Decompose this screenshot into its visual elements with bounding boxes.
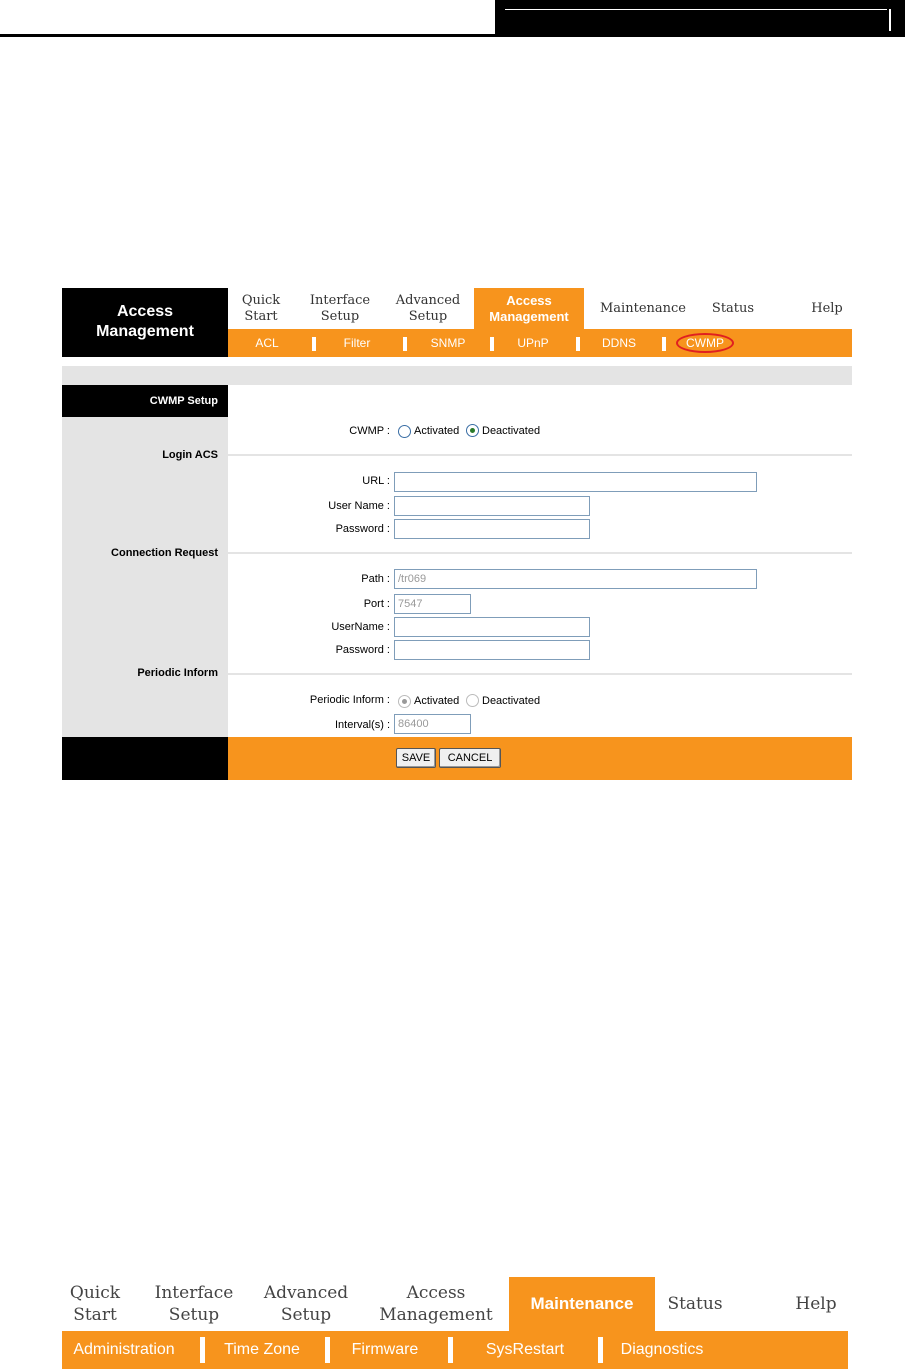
cwmp-activated-radio[interactable] — [398, 425, 411, 438]
cwmp-highlight-circle — [676, 333, 734, 353]
subnav-separator — [448, 1337, 453, 1363]
password-input[interactable] — [394, 519, 590, 539]
connection-password-label: Password : — [335, 644, 390, 656]
section-divider — [228, 454, 852, 456]
periodic-inform-label: Periodic Inform : — [309, 694, 390, 706]
subnav-acl[interactable]: ACL — [255, 336, 279, 350]
login-acs-label: Login ACS — [162, 449, 218, 461]
interval-input[interactable]: 86400 — [394, 714, 471, 734]
sub-nav — [228, 329, 852, 357]
nav-help[interactable]: Help — [811, 300, 843, 316]
port-input[interactable]: 7547 — [394, 594, 471, 614]
nav-quick-start[interactable]: Quick Start — [241, 292, 281, 324]
cwmp-deactivated-radio[interactable] — [466, 424, 479, 437]
footer-bar — [228, 737, 852, 780]
save-button[interactable]: SAVE — [396, 748, 436, 768]
nav-access-management[interactable]: Access Management — [379, 1283, 493, 1325]
document-header-rule — [0, 34, 495, 37]
nav-help[interactable]: Help — [795, 1294, 837, 1314]
periodic-activated-label: Activated — [414, 695, 460, 707]
cancel-button[interactable]: CANCEL — [439, 748, 501, 768]
subnav-sysrestart[interactable]: SysRestart — [485, 1341, 565, 1358]
header-inner-line — [505, 9, 887, 10]
cwmp-screenshot — [62, 288, 852, 780]
path-label: Path : — [361, 573, 390, 585]
url-input[interactable] — [394, 472, 757, 492]
subnav-separator — [403, 337, 407, 351]
nav-status[interactable]: Status — [711, 300, 755, 316]
maintenance-nav-screenshot — [62, 1277, 848, 1369]
nav-quick-start[interactable]: Quick Start — [69, 1283, 121, 1325]
subnav-firmware[interactable]: Firmware — [351, 1341, 419, 1358]
url-label: URL : — [362, 475, 390, 487]
interval-label: Interval(s) : — [334, 719, 390, 731]
subnav-administration[interactable]: Administration — [73, 1341, 175, 1358]
connection-username-input[interactable] — [394, 617, 590, 637]
subnav-separator — [312, 337, 316, 351]
password-label: Password : — [335, 523, 390, 535]
periodic-inform-section-label: Periodic Inform — [137, 667, 218, 679]
document-header-bar — [495, 0, 905, 37]
subnav-separator — [490, 337, 494, 351]
section-divider — [228, 552, 852, 554]
periodic-activated-radio[interactable] — [398, 695, 411, 708]
nav-advanced-setup[interactable]: Advanced Setup — [395, 292, 461, 324]
subnav-snmp[interactable]: SNMP — [430, 336, 466, 350]
subnav-cwmp[interactable]: CWMP — [686, 336, 724, 350]
gray-strip — [62, 366, 852, 385]
main-nav — [62, 1277, 848, 1331]
footer-left-block — [62, 737, 228, 780]
nav-access-management[interactable]: Access Management — [474, 288, 584, 329]
nav-maintenance[interactable]: Maintenance — [600, 300, 686, 316]
cwmp-setup-label: CWMP Setup — [62, 385, 228, 417]
subnav-separator — [200, 1337, 205, 1363]
cwmp-deactivated-label: Deactivated — [482, 425, 541, 437]
section-divider — [228, 673, 852, 675]
port-label: Port : — [363, 598, 390, 610]
nav-maintenance[interactable]: Maintenance — [509, 1277, 655, 1331]
connection-request-label: Connection Request — [111, 547, 218, 559]
subnav-upnp[interactable]: UPnP — [517, 336, 549, 350]
subnav-ddns[interactable]: DDNS — [601, 336, 636, 350]
nav-advanced-setup[interactable]: Advanced Setup — [263, 1283, 349, 1325]
subnav-filter[interactable]: Filter — [343, 336, 371, 350]
sub-nav — [62, 1331, 848, 1369]
path-input[interactable]: /tr069 — [394, 569, 757, 589]
connection-password-input[interactable] — [394, 640, 590, 660]
cwmp-label: CWMP : — [349, 425, 390, 437]
connection-username-label: UserName : — [331, 621, 390, 633]
left-panel — [62, 385, 228, 737]
main-nav — [228, 288, 852, 329]
subnav-separator — [576, 337, 580, 351]
user-name-label: User Name : — [328, 500, 390, 512]
subnav-diagnostics[interactable]: Diagnostics — [620, 1341, 704, 1358]
user-name-input[interactable] — [394, 496, 590, 516]
subnav-separator — [325, 1337, 330, 1363]
subnav-separator — [662, 337, 666, 351]
cwmp-activated-label: Activated — [414, 425, 460, 437]
nav-status[interactable]: Status — [667, 1294, 723, 1314]
periodic-deactivated-label: Deactivated — [482, 695, 541, 707]
nav-interface-setup[interactable]: Interface Setup — [309, 292, 371, 324]
header-inner-tick — [889, 9, 891, 31]
periodic-deactivated-radio[interactable] — [466, 694, 479, 707]
section-title: Access Management — [62, 288, 228, 357]
nav-interface-setup[interactable]: Interface Setup — [154, 1283, 234, 1325]
subnav-time-zone[interactable]: Time Zone — [224, 1341, 300, 1358]
subnav-separator — [598, 1337, 603, 1363]
